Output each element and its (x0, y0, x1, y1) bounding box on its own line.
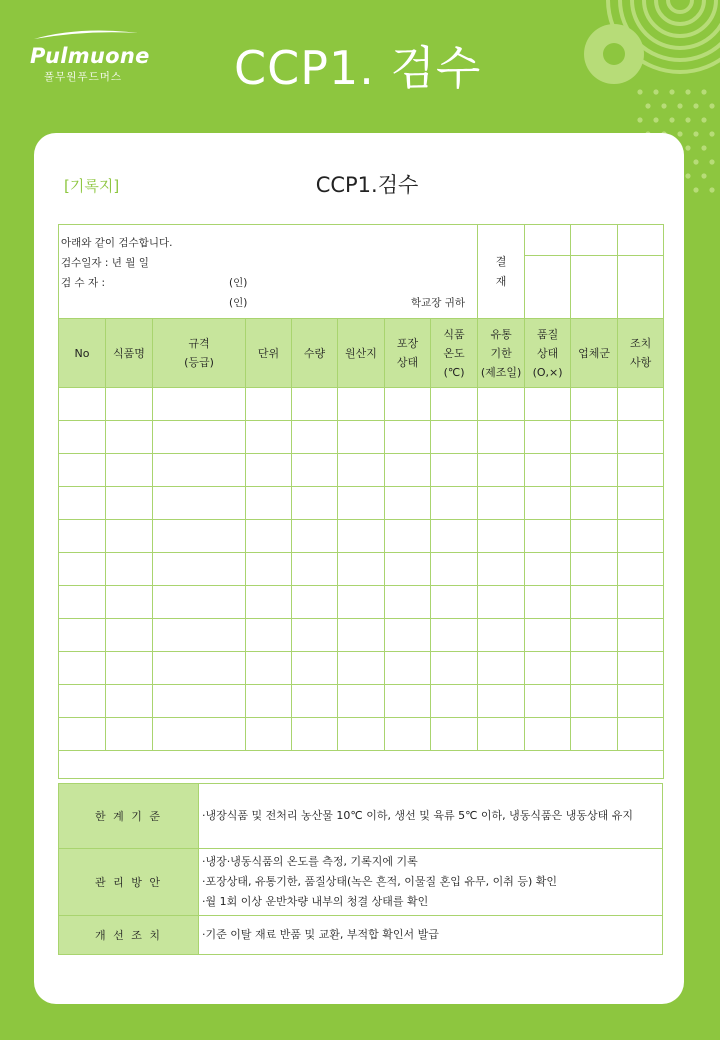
table-cell[interactable] (338, 652, 385, 685)
column-header: 식품 온도 (℃) (431, 319, 478, 388)
table-cell[interactable] (59, 454, 106, 487)
table-cell[interactable] (246, 685, 292, 718)
table-cell[interactable] (478, 685, 525, 718)
table-cell[interactable] (153, 388, 246, 421)
inspection-info-cell (59, 225, 478, 319)
table-cell[interactable] (292, 718, 338, 751)
table-cell[interactable] (106, 520, 153, 553)
table-cell[interactable] (292, 454, 338, 487)
table-cell[interactable] (338, 421, 385, 454)
table-cell[interactable] (571, 718, 618, 751)
table-cell[interactable] (153, 619, 246, 652)
table-cell[interactable] (431, 718, 478, 751)
standard-row (59, 784, 663, 849)
table-cell[interactable] (618, 454, 664, 487)
table-row (59, 586, 664, 619)
table-cell[interactable] (59, 421, 106, 454)
table-cell[interactable] (478, 421, 525, 454)
table-row (59, 520, 664, 553)
table-cell[interactable] (246, 421, 292, 454)
table-cell[interactable] (478, 487, 525, 520)
table-cell[interactable] (106, 388, 153, 421)
table-cell[interactable] (525, 388, 571, 421)
table-cell[interactable] (338, 520, 385, 553)
table-cell[interactable] (525, 487, 571, 520)
table-cell[interactable] (106, 553, 153, 586)
table-cell[interactable] (246, 619, 292, 652)
table-cell[interactable] (618, 421, 664, 454)
table-cell[interactable] (478, 553, 525, 586)
table-cell[interactable] (59, 685, 106, 718)
table-cell[interactable] (292, 553, 338, 586)
table-cell[interactable] (571, 586, 618, 619)
table-cell[interactable] (525, 520, 571, 553)
table-cell[interactable] (153, 487, 246, 520)
table-cell[interactable] (106, 586, 153, 619)
table-cell[interactable] (246, 586, 292, 619)
table-cell[interactable] (338, 718, 385, 751)
table-cell[interactable] (59, 487, 106, 520)
approval-sign-cell[interactable] (618, 256, 664, 319)
table-cell[interactable] (618, 553, 664, 586)
info-inspector: 검 수 자 : (61, 277, 105, 289)
info-date: 검수일자 : 년 월 일 (61, 257, 149, 269)
table-row (59, 454, 664, 487)
table-cell[interactable] (571, 388, 618, 421)
table-row (59, 487, 664, 520)
record-sheet-card (34, 133, 684, 1004)
table-cell[interactable] (338, 619, 385, 652)
table-cell[interactable] (106, 652, 153, 685)
standard-label: 한 계 기 준 (59, 784, 199, 849)
table-cell[interactable] (525, 652, 571, 685)
table-cell[interactable] (571, 487, 618, 520)
table-cell[interactable] (153, 685, 246, 718)
table-cell[interactable] (571, 652, 618, 685)
table-cell[interactable] (106, 718, 153, 751)
table-cell[interactable] (478, 718, 525, 751)
table-cell[interactable] (525, 421, 571, 454)
standard-row (59, 849, 663, 916)
table-cell[interactable] (385, 685, 431, 718)
table-cell[interactable] (431, 388, 478, 421)
table-cell[interactable] (246, 388, 292, 421)
standards-table (58, 783, 663, 955)
table-cell[interactable] (618, 388, 664, 421)
table-cell[interactable] (618, 652, 664, 685)
info-intro: 아래와 같이 검수합니다. (61, 237, 173, 249)
table-cell[interactable] (618, 685, 664, 718)
column-header: 조치 사항 (618, 319, 664, 388)
table-cell[interactable] (618, 586, 664, 619)
table-cell[interactable] (59, 388, 106, 421)
table-cell[interactable] (292, 520, 338, 553)
column-header: No (59, 319, 106, 388)
table-cell[interactable] (478, 520, 525, 553)
sheet-title: CCP1.검수 (315, 173, 419, 197)
standard-label: 개 선 조 치 (59, 916, 199, 955)
standard-text: ·냉장식품 및 전처리 농산물 10℃ 이하, 생선 및 육류 5℃ 이하, 냉동식품은 냉동상태 유지 (199, 784, 663, 849)
table-cell[interactable] (385, 619, 431, 652)
inspection-record-table (58, 224, 664, 779)
table-cell[interactable] (571, 520, 618, 553)
table-cell[interactable] (338, 685, 385, 718)
table-cell[interactable] (525, 619, 571, 652)
table-cell[interactable] (246, 454, 292, 487)
table-cell[interactable] (431, 454, 478, 487)
table-cell[interactable] (153, 520, 246, 553)
table-cell[interactable] (246, 520, 292, 553)
table-cell[interactable] (153, 421, 246, 454)
table-cell[interactable] (571, 421, 618, 454)
table-cell[interactable] (571, 685, 618, 718)
table-cell[interactable] (59, 520, 106, 553)
table-cell[interactable] (525, 718, 571, 751)
approval-title-cell[interactable] (571, 225, 618, 256)
approval-sign-cell[interactable] (525, 256, 571, 319)
table-row (59, 685, 664, 718)
approval-title-cell[interactable] (618, 225, 664, 256)
table-cell[interactable] (292, 586, 338, 619)
table-row (59, 388, 664, 421)
table-cell[interactable] (618, 520, 664, 553)
table-cell[interactable] (338, 553, 385, 586)
standard-text: ·기준 이탈 재료 반품 및 교환, 부적합 확인서 발급 (199, 916, 663, 955)
approval-label: 결 재 (478, 225, 525, 319)
standard-text: ·냉장·냉동식품의 온도를 측정, 기록지에 기록 ·포장상태, 유통기한, 품질상태(녹은 흔적, 이물질 혼입 유무, 이취 등) 확인 ·월 1회 이상 운반차량 내부의 청결 상태를 확인 (199, 849, 663, 916)
table-cell[interactable] (571, 553, 618, 586)
table-row (59, 553, 664, 586)
table-cell[interactable] (385, 421, 431, 454)
table-cell[interactable] (431, 619, 478, 652)
table-cell[interactable] (525, 553, 571, 586)
column-header: 원산지 (338, 319, 385, 388)
column-header: 수량 (292, 319, 338, 388)
table-cell[interactable] (338, 454, 385, 487)
column-header: 규격 (등급) (153, 319, 246, 388)
table-row (59, 619, 664, 652)
table-cell[interactable] (338, 388, 385, 421)
table-cell[interactable] (618, 487, 664, 520)
table-cell[interactable] (385, 652, 431, 685)
table-cell[interactable] (385, 454, 431, 487)
table-cell[interactable] (246, 487, 292, 520)
table-cell[interactable] (59, 652, 106, 685)
table-row (59, 718, 664, 751)
table-cell[interactable] (618, 718, 664, 751)
table-cell[interactable] (292, 487, 338, 520)
table-cell[interactable] (385, 487, 431, 520)
table-cell[interactable] (338, 586, 385, 619)
table-cell[interactable] (478, 619, 525, 652)
table-cell[interactable] (106, 685, 153, 718)
spacer-cell (59, 751, 664, 779)
column-header: 유통 기한 (제조일) (478, 319, 525, 388)
table-cell[interactable] (525, 685, 571, 718)
table-cell[interactable] (525, 586, 571, 619)
table-cell[interactable] (153, 652, 246, 685)
table-cell[interactable] (106, 421, 153, 454)
table-cell[interactable] (478, 586, 525, 619)
info-row (59, 225, 664, 256)
page-title: CCP1. 검수 (234, 41, 482, 95)
record-tag: [기록지] (64, 177, 120, 195)
table-cell[interactable] (385, 520, 431, 553)
column-header-row (59, 319, 664, 388)
table-cell[interactable] (153, 718, 246, 751)
table-cell[interactable] (431, 421, 478, 454)
table-cell[interactable] (431, 487, 478, 520)
table-cell[interactable] (618, 619, 664, 652)
table-cell[interactable] (571, 454, 618, 487)
table-cell[interactable] (292, 685, 338, 718)
table-cell[interactable] (292, 652, 338, 685)
table-cell[interactable] (385, 718, 431, 751)
table-cell[interactable] (478, 454, 525, 487)
table-cell[interactable] (478, 388, 525, 421)
table-cell[interactable] (153, 454, 246, 487)
column-header: 포장 상태 (385, 319, 431, 388)
column-header: 식품명 (106, 319, 153, 388)
table-cell[interactable] (338, 487, 385, 520)
seal-2: (인) (229, 297, 248, 309)
table-cell[interactable] (292, 619, 338, 652)
column-header: 업체군 (571, 319, 618, 388)
table-cell[interactable] (292, 388, 338, 421)
table-cell[interactable] (431, 520, 478, 553)
approval-title-cell[interactable] (525, 225, 571, 256)
table-cell[interactable] (246, 718, 292, 751)
approval-sign-cell[interactable] (571, 256, 618, 319)
table-cell[interactable] (153, 586, 246, 619)
table-cell[interactable] (153, 553, 246, 586)
addressee: 학교장 귀하 (411, 297, 466, 309)
column-header: 단위 (246, 319, 292, 388)
table-cell[interactable] (59, 553, 106, 586)
standard-row (59, 916, 663, 955)
table-row (59, 652, 664, 685)
table-cell[interactable] (385, 388, 431, 421)
table-cell[interactable] (292, 421, 338, 454)
spacer-row (59, 751, 664, 779)
standard-label: 관 리 방 안 (59, 849, 199, 916)
table-cell[interactable] (431, 586, 478, 619)
table-cell[interactable] (246, 553, 292, 586)
table-cell[interactable] (478, 652, 525, 685)
seal-1: (인) (229, 277, 248, 289)
table-cell[interactable] (525, 454, 571, 487)
table-cell[interactable] (385, 553, 431, 586)
table-row (59, 421, 664, 454)
logo-swoosh-icon (30, 28, 142, 42)
table-cell[interactable] (59, 586, 106, 619)
table-cell[interactable] (106, 454, 153, 487)
table-cell[interactable] (431, 652, 478, 685)
table-cell[interactable] (59, 718, 106, 751)
table-cell[interactable] (106, 487, 153, 520)
table-cell[interactable] (246, 652, 292, 685)
table-cell[interactable] (431, 553, 478, 586)
table-cell[interactable] (431, 685, 478, 718)
column-header: 품질 상태 (O,×) (525, 319, 571, 388)
brand-logo (30, 28, 150, 84)
table-cell[interactable] (59, 619, 106, 652)
table-cell[interactable] (385, 586, 431, 619)
table-cell[interactable] (106, 619, 153, 652)
brand-subname: 풀무원푸드머스 (44, 71, 123, 83)
brand-name: Pulmuone (30, 44, 150, 68)
table-cell[interactable] (571, 619, 618, 652)
